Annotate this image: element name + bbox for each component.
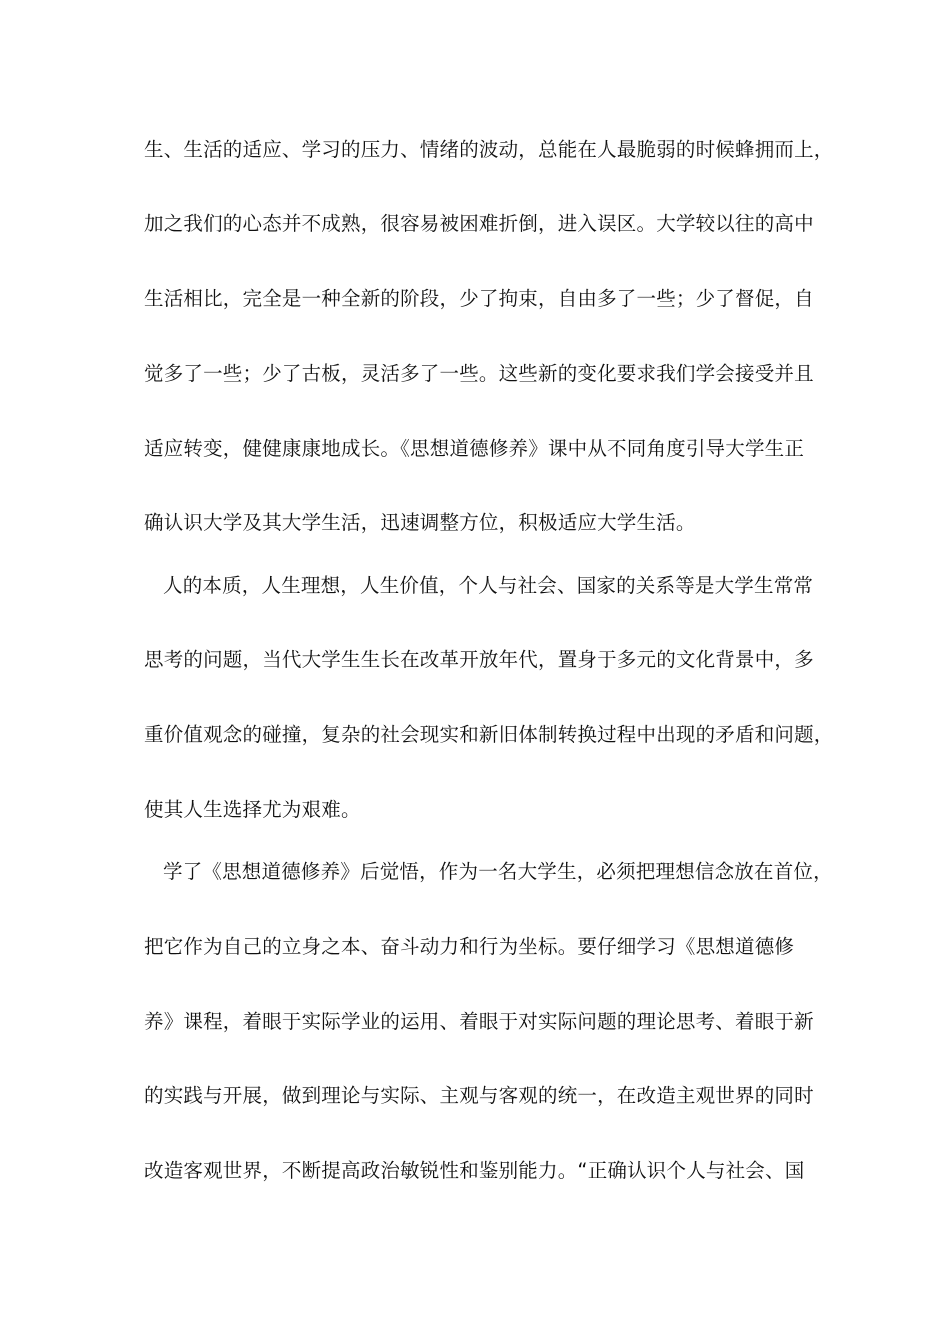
text-line: 重价值观念的碰撞，复杂的社会现实和新旧体制转换过程中出现的矛盾和问题， xyxy=(144,723,834,746)
text-line: 生活相比，完全是一种全新的阶段，少了拘束，自由多了一些；少了督促，自 xyxy=(144,287,814,310)
text-line: 改造客观世界，不断提高政治敏锐性和鉴别能力。“正确认识个人与社会、国 xyxy=(144,1159,805,1182)
text-line: 生、生活的适应、学习的压力、情绪的波动，总能在人最脆弱的时候蜂拥而上， xyxy=(144,138,834,161)
text-line: 使其人生选择尤为艰难。 xyxy=(144,798,361,821)
text-line: 养》课程，着眼于实际学业的运用、着眼于对实际问题的理论思考、着眼于新 xyxy=(144,1010,814,1033)
text-line: 适应转变，健健康康地成长。《思想道德修养》课中从不同角度引导大学生正 xyxy=(144,437,805,460)
text-line: 思考的问题，当代大学生生长在改革开放年代，置身于多元的文化背景中，多 xyxy=(144,648,814,671)
text-line: 觉多了一些；少了古板，灵活多了一些。这些新的变化要求我们学会接受并且 xyxy=(144,362,814,385)
text-line: 确认识大学及其大学生活，迅速调整方位，积极适应大学生活。 xyxy=(144,511,696,534)
text-line: 加之我们的心态并不成熟，很容易被困难折倒，进入误区。大学较以往的高中 xyxy=(144,212,814,235)
text-line: 的实践与开展，做到理论与实际、主观与客观的统一，在改造主观世界的同时 xyxy=(144,1084,814,1107)
text-line: 人的本质，人生理想，人生价值，个人与社会、国家的关系等是大学生常常 xyxy=(163,574,814,597)
text-line: 学了《思想道德修养》后觉悟，作为一名大学生，必须把理想信念放在首位， xyxy=(163,860,833,883)
text-line: 把它作为自己的立身之本、奋斗动力和行为坐标。要仔细学习《思想道德修 xyxy=(144,935,795,958)
